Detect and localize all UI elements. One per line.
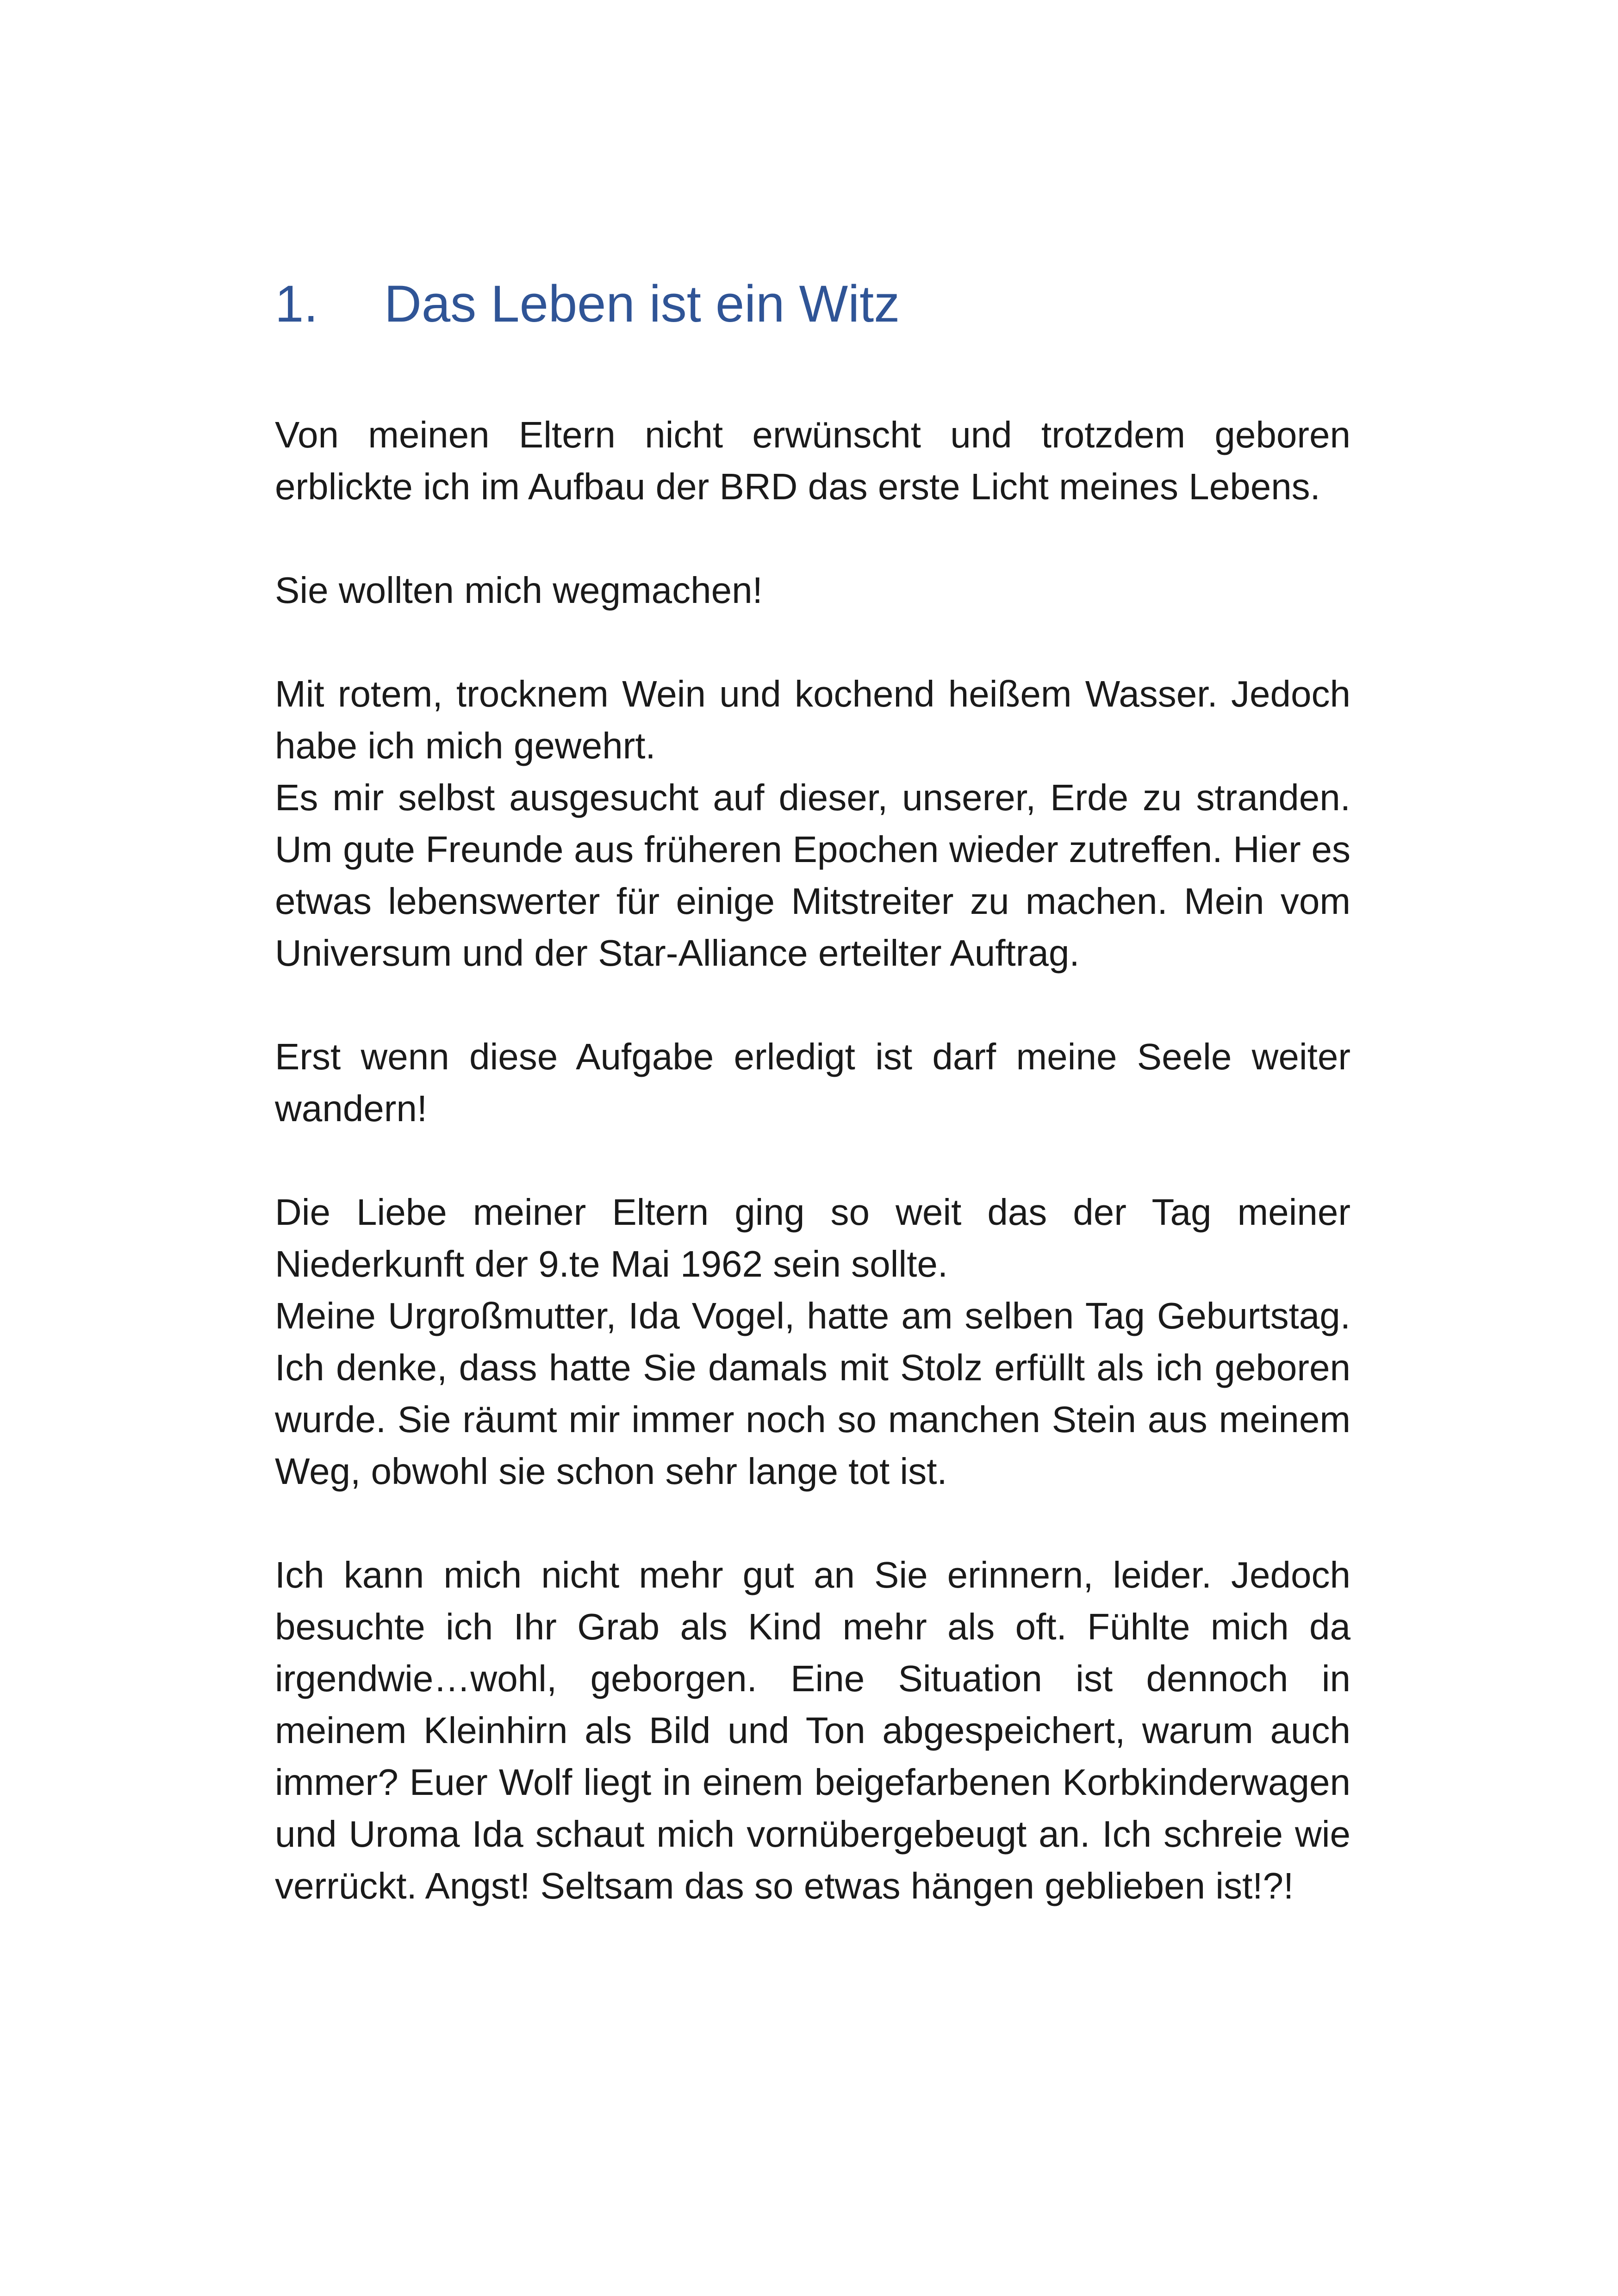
paragraph-spacer <box>275 513 1350 565</box>
paragraph-spacer <box>275 616 1350 668</box>
paragraph-spacer <box>275 1497 1350 1549</box>
paragraph-spacer <box>275 1135 1350 1186</box>
paragraph-wein-wasser: Mit rotem, trocknem Wein und kochend heißem Wasser. Jedoch habe ich mich gewehrt. <box>275 673 1350 767</box>
chapter-title: Das Leben ist ein Witz <box>384 275 900 333</box>
chapter-heading <box>275 273 1350 335</box>
paragraph-wegmachen: Sie wollten mich wegmachen! <box>275 570 763 611</box>
chapter-number: 1. <box>275 275 318 333</box>
paragraph-erinnerung: Ich kann mich nicht mehr gut an Sie erinnern, leider. Jedoch besuchte ich Ihr Grab als Kind mehr als oft. Fühlte mich da irgendwie…wohl, geborgen. Eine Situation ist dennoch in meinem Kleinhirn als Bild und Ton abgespeichert, warum auch immer? Euer Wolf liegt in einem beigefarbenen Korbkinderwagen und Uroma Ida schaut mich vornübergebeugt an. Ich schreie wie verrückt. Angst! Seltsam das so etwas hängen geblieben ist!?! <box>275 1554 1350 1907</box>
paragraph-auftrag: Es mir selbst ausgesucht auf dieser, unserer, Erde zu stranden. Um gute Freunde aus früheren Epochen wieder zutreffen. Hier es etwas lebenswerter für einige Mitstreiter zu machen. Mein vom Universum und der Star-Alliance erteilter Auftrag. <box>275 777 1350 974</box>
paragraph-urgrossmutter: Meine Urgroßmutter, Ida Vogel, hatte am selben Tag Geburtstag. Ich denke, dass hatte Sie damals mit Stolz erfüllt als ich geboren wurde. Sie räumt mir immer noch so manchen Stein aus meinem Weg, obwohl sie schon sehr lange tot ist. <box>275 1295 1350 1492</box>
paragraph-seele: Erst wenn diese Aufgabe erledigt ist darf meine Seele weiter wandern! <box>275 1036 1350 1129</box>
paragraph-niederkunft: Die Liebe meiner Eltern ging so weit das der Tag meiner Niederkunft der 9.te Mai 1962 sein sollte. <box>275 1191 1350 1285</box>
page-content <box>275 273 1350 1912</box>
paragraph-spacer <box>275 979 1350 1031</box>
paragraph-birth: Von meinen Eltern nicht erwünscht und trotzdem geboren erblickte ich im Aufbau der BRD das erste Licht meines Lebens. <box>275 414 1350 508</box>
